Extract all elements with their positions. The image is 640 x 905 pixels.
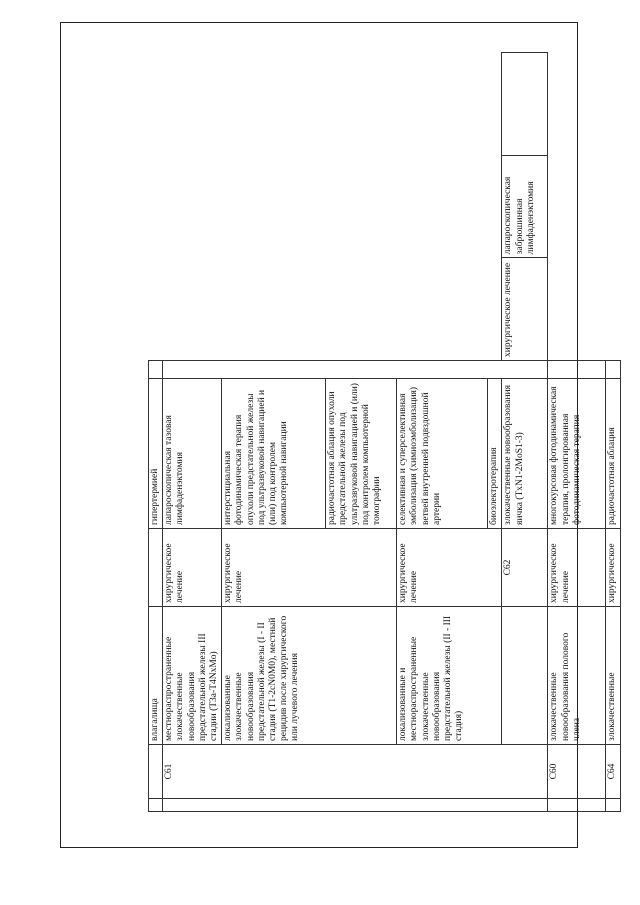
table-cell-code: C62: [502, 529, 548, 607]
rotated-page-content: [60, 22, 618, 848]
table-cell-treatment: хирургическое лечение: [163, 529, 222, 607]
table-cell-treatment: хирургическое лечение: [548, 529, 606, 607]
table-cell-condition: местнораспространенные злокачественные новообразования предстательной железы III стадии (T3a-T4NxMo): [163, 607, 222, 745]
table-cell-method: лапароскопическая забрюшинная лимфаденэктомия: [502, 155, 548, 258]
table-cell-blank: [163, 799, 548, 812]
table-cell-condition: злокачественные: [606, 607, 620, 745]
table-cell-method: гипертермией: [149, 379, 163, 529]
procedures-table: [148, 52, 621, 812]
table-cell-treatment: [149, 529, 163, 607]
table-cell-code: C64: [606, 745, 620, 799]
table-cell-code: C61: [163, 745, 548, 799]
table-cell-method: селективная и суперселективная эмболизация (химиоэмболизация) ветвей внутренней подвздошной артерии: [397, 379, 488, 529]
table-cell-treatment: хирургическое лечение: [502, 258, 548, 361]
table-cell-treatment: хирургическое лечение: [222, 529, 397, 607]
table-cell-blank: [502, 607, 548, 745]
table-cell-method: многокурсовая фотодинамическая терапия, пролонгированная фотодинамическая терапия: [548, 379, 606, 529]
table-row: [606, 53, 620, 812]
table-cell-blank: [149, 361, 163, 379]
table-cell-condition: злокачественные новообразования полового члена: [548, 607, 606, 745]
table-cell-blank: [548, 799, 606, 812]
table-row: [502, 53, 548, 812]
table-cell-method: радиочастотная аблация: [606, 379, 620, 529]
table-row: [222, 53, 326, 812]
table-cell-treatment: хирургическое: [606, 529, 620, 607]
table-cell-blank: [606, 361, 620, 379]
table-cell-blank: [149, 799, 163, 812]
table-cell-condition: влагалища: [149, 607, 163, 745]
table-cell-method: биоэлектротерапия: [488, 379, 502, 529]
table-cell-method: лапароскопическая тазовая лимфаденэктомия: [163, 379, 222, 529]
table-cell-code: [149, 745, 163, 799]
table-cell-method: интерстициальная фотодинамическая терапия опухоли предстательной железы под ультразвуковой навигацией и (или) под контролем компьютерной навигации: [222, 379, 326, 529]
table-row: [548, 53, 606, 812]
table-cell-condition: локализованные злокачественные новообразования предстательной железы (I - II стадия (T1-2cN0M0), местный рецидив после хирургического или лучевого лечения: [222, 607, 397, 745]
table-cell-blank: [502, 53, 548, 156]
table-row: [149, 53, 163, 812]
table-cell-blank: [548, 361, 606, 379]
table-cell-blank: [606, 799, 620, 812]
table-cell-blank: [163, 361, 548, 379]
table-row: [163, 53, 222, 812]
table-cell-condition: злокачественные новообразования яичка (TxN1-2MoS1-3): [502, 379, 548, 529]
table-cell-method: радиочастотная аблация опухоли предстательной железы под ультразвуковой навигацией и (или) под контролем компьютерной томографии: [326, 379, 397, 529]
table-cell-condition: локализованные и местнораспространенные злокачественные новообразования предстательной железы (II - III стадия): [397, 607, 502, 745]
table-row: [397, 53, 488, 812]
table-cell-treatment: хирургическое лечение: [397, 529, 502, 607]
table-cell-code: C60: [548, 745, 606, 799]
